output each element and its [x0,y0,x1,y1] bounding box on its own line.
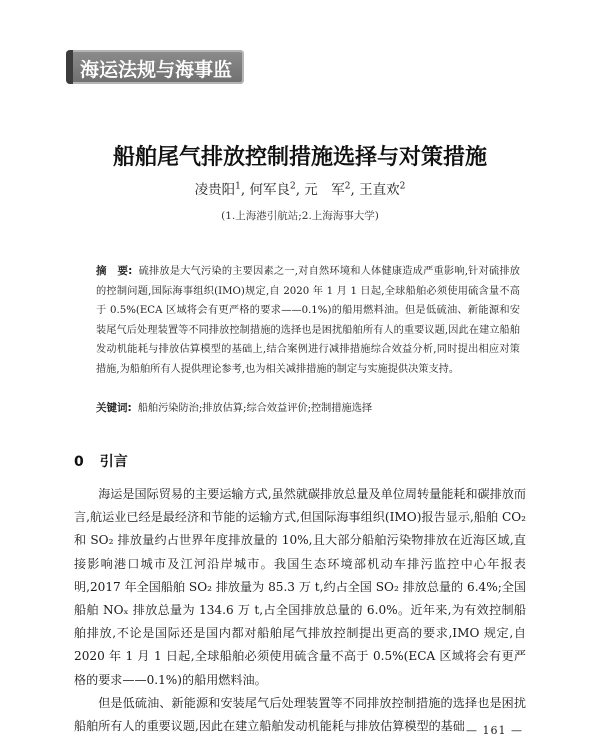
abstract [96,262,520,380]
section-tag-edge [66,50,73,84]
article-title: 船舶尾气排放控制措施选择与对策措施 [112,145,487,170]
abstract-label: 摘 要: [96,265,133,277]
author-sup: 1 [235,181,241,192]
author-sup: 2 [289,181,296,192]
paragraph: 但是低硫油、新能源和安装尾气后处理装置等不同排放控制措施的选择也是困扰船舶所有人的重要议题,因此在建立船舶发动机能耗与排放估算模型的基础 [74,695,526,734]
author-name: 凌贵阳 [194,182,236,198]
section-title: 引言 [99,454,128,470]
body-text [74,483,526,738]
section-heading [74,451,128,471]
abstract-text: 硫排放是大气污染的主要因素之一,对自然环境和人体健康造成严重影响,针对硫排放的控制问题,国际海事组织(IMO)规定,自 2020 年 1 月 1 日起,全球船舶必须使用硫含量不高于 0.5%(ECA 区域将会有更严格的要求——0.1%)的船用燃料油。但是低硫油、新能源和安装尾气后处理装置等不同排放控制措施的选择也是困扰船舶所有人的重要议题,因此在建立船舶发动机能耗与排放估算模型的基础上,结合案例进行减排措施综合效益分析,同时提出相应对策措施,为船舶所有人提供理论参考,也为相关减排措施的制定与实施提供决策支持。 [96,266,520,375]
section-number: 0 [74,454,84,470]
author-name: 元 军 [304,182,345,198]
keywords-label: 关键词: [96,402,132,414]
author-sup: 2 [344,181,351,192]
keywords [96,399,520,415]
section-tag [66,50,244,108]
keywords-text: 船舶污染防治;排放估算;综合效益评价;控制措施选择 [137,403,373,414]
section-tag-text: 海运法规与海事监管 [80,59,233,108]
affiliation: (1.上海港引航站;2.上海海事大学) [221,210,379,222]
author-line: 凌贵阳$^1$, 何军良$^2$, 元 军$^2$, 王直欢$^2$ [194,181,406,198]
paragraph: 海运是国际贸易的主要运输方式,虽然就碳排放总量及单位周转量能耗和碳排放而言,航运业已经是最经济和节能的运输方式,但国际海事组织(IMO)报告显示,船舶 CO₂ 和 SO₂ 排放量约占世界年度排放量的 10%,且大部分船舶污染物排放在近海区域,直接影响港口城市及江河沿岸城市。我国生态环境部机动车排污监控中心年报表明,2017 年全国船舶 SO₂ 排放量为 85.3 万 t,约占全国 SO₂ 排放总量的 6.4%;全国船舶 NOₓ 排放总量为 134.6 万 t,占全国排放总量的 6.0%。近年来,为有效控制船舶排放,不论是国际还是国内都对船舶尾气排放控制提出更高的要求,IMO 规定,自 2020 年 1 月 1 日起,全球船舶必须使用硫含量不高于 0.5%(ECA 区域将会有更严格的要求——0.1%)的船用燃料油。 [74,487,526,687]
author-name: 王直欢 [359,182,400,198]
author-name: 何军良 [249,182,290,198]
author-sup: 2 [399,181,406,192]
page-number: — 161 — [466,724,523,737]
